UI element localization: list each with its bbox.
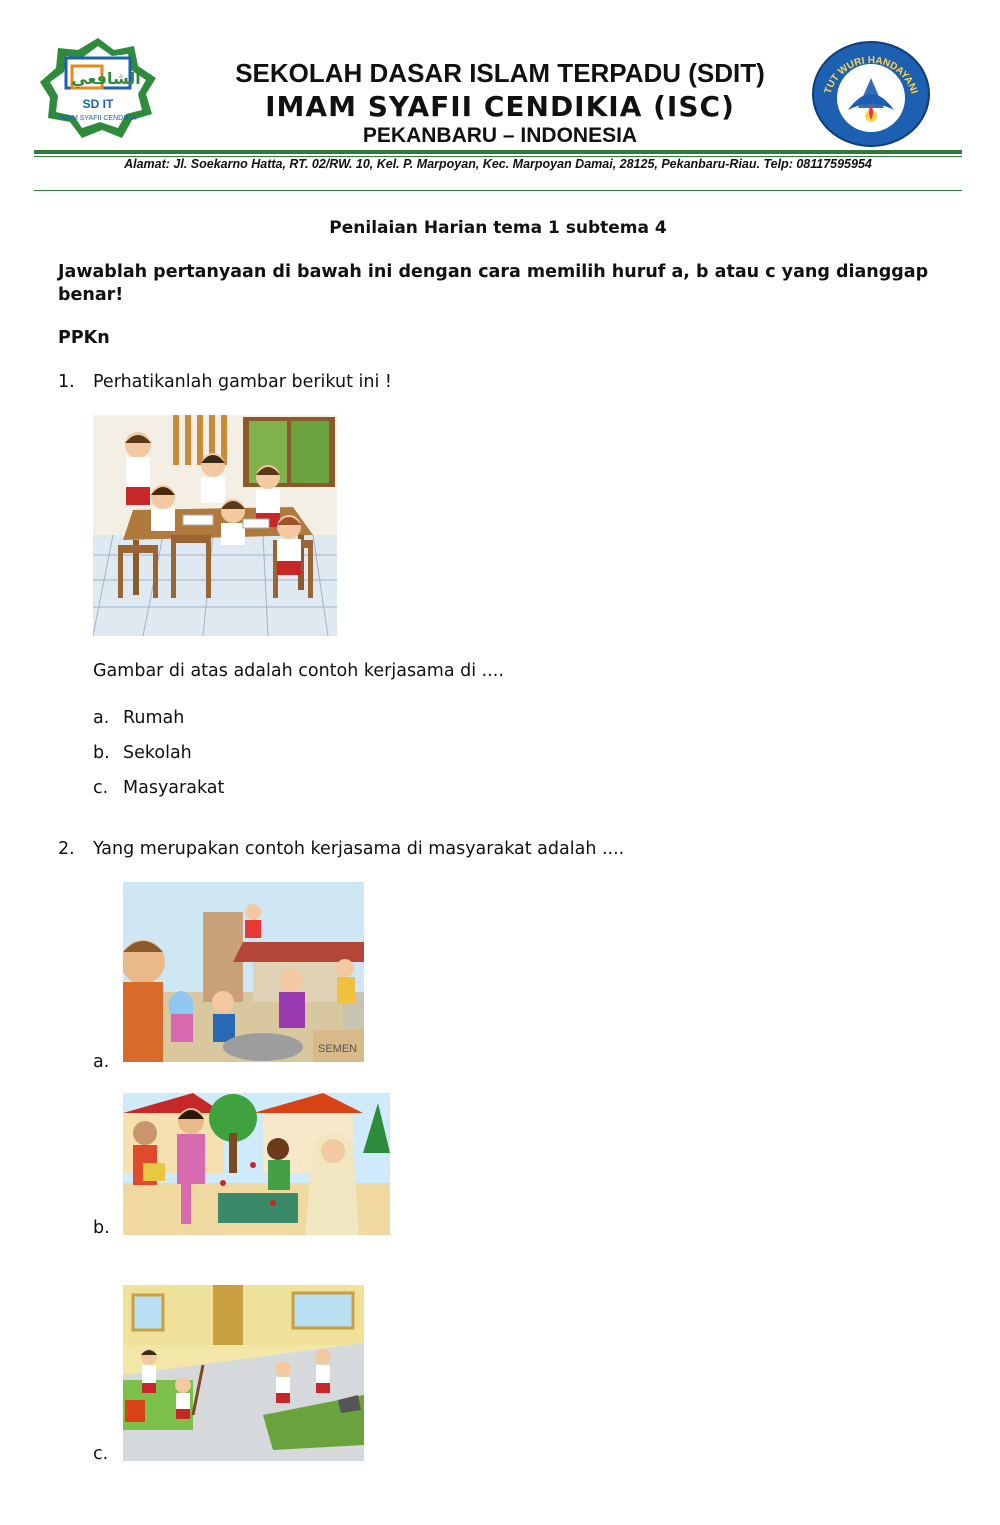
question-1-illustration xyxy=(93,415,337,636)
q2-option-c-image[interactable] xyxy=(123,1285,364,1461)
q1-option-b-letter[interactable]: b. xyxy=(93,743,110,763)
tut-wuri-handayani-logo xyxy=(808,38,934,148)
header-address: Alamat: Jl. Soekarno Hatta, RT. 02/RW. 10, Kel. P. Marpoyan, Kec. Marpoyan Damai, 28125, Pekanbaru-Riau. Telp: 08117595954 xyxy=(124,157,872,171)
question-2-prompt: Yang merupakan contoh kerjasama di masyarakat adalah .... xyxy=(93,839,625,859)
logo-school-name: IMAM SYAFII CENDIKIA xyxy=(59,115,137,122)
header-school-name: IMAM SYAFII CENDIKIA (ISC) xyxy=(265,90,735,123)
question-1-text: Gambar di atas adalah contoh kerjasama di .... xyxy=(93,661,504,681)
q2-option-a-image[interactable] xyxy=(123,882,364,1062)
question-1-number: 1. xyxy=(58,372,75,392)
instruction-text: Jawablah pertanyaan di bawah ini dengan cara memilih huruf a, b atau c yang dianggap benar! xyxy=(58,262,929,305)
question-1-prompt: Perhatikanlah gambar berikut ini ! xyxy=(93,372,392,392)
semen-bag-label: SEMEN xyxy=(318,1043,358,1055)
logo-arabic: الشافعي xyxy=(71,69,141,88)
logo-motto: TUT WURI HANDAYANI xyxy=(822,55,920,96)
q1-option-a-letter[interactable]: a. xyxy=(93,708,110,728)
q1-option-b-text[interactable]: Sekolah xyxy=(123,743,192,763)
q1-option-c-text[interactable]: Masyarakat xyxy=(123,778,225,798)
q2-option-b-image[interactable] xyxy=(123,1093,390,1235)
assessment-title: Penilaian Harian tema 1 subtema 4 xyxy=(329,218,667,238)
header-city: PEKANBARU – INDONESIA xyxy=(362,124,638,147)
school-logo xyxy=(36,36,160,140)
subject-heading: PPKn xyxy=(58,328,110,348)
q2-option-c-letter[interactable]: c. xyxy=(93,1444,109,1464)
header-school-type: SEKOLAH DASAR ISLAM TERPADU (SDIT) xyxy=(235,58,765,88)
q2-option-b-letter[interactable]: b. xyxy=(93,1218,110,1238)
header-rule-thick xyxy=(34,150,962,154)
header-rule-bottom xyxy=(34,190,962,191)
logo-sdit: SD IT xyxy=(82,97,114,111)
q1-option-a-text[interactable]: Rumah xyxy=(123,708,185,728)
q2-option-a-letter[interactable]: a. xyxy=(93,1052,110,1072)
question-2-number: 2. xyxy=(58,839,75,859)
q1-option-c-letter[interactable]: c. xyxy=(93,778,109,798)
